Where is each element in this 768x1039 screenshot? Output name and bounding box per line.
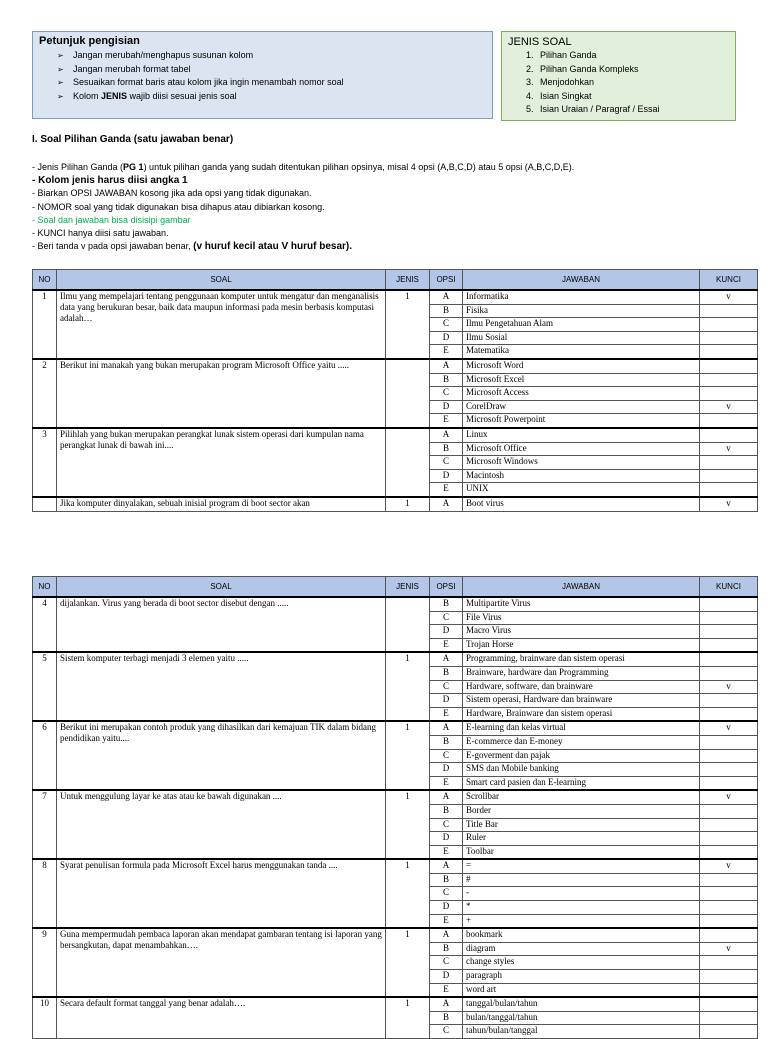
option-key <box>700 625 758 639</box>
option-answer: E-goverment dan pajak <box>463 749 700 763</box>
option-letter: B <box>430 666 463 680</box>
option-answer: Trojan Horse <box>463 638 700 652</box>
option-letter: D <box>430 832 463 846</box>
question-jenis: 1 <box>386 859 430 928</box>
question-jenis: 1 <box>386 497 430 511</box>
arrow-icon: ➢ <box>57 78 64 87</box>
option-key <box>700 318 758 332</box>
option-answer: tanggal/bulan/tahun <box>463 997 700 1011</box>
option-answer: tahun/bulan/tanggal <box>463 1025 700 1039</box>
option-answer: + <box>463 914 700 928</box>
option-letter: A <box>430 928 463 942</box>
option-letter: A <box>430 859 463 873</box>
question-row <box>33 428 758 442</box>
question-row <box>33 597 758 611</box>
option-answer: Microsoft Windows <box>463 456 700 470</box>
note-line: - Jenis Pilihan Ganda (PG 1) untuk pilihan ganda yang sudah ditentukan pilihan opsinya, misal 4 opsi (A,B,C,D) atau 5 opsi (A,B,C,D,E). <box>32 162 575 172</box>
jenis-soal-item: 3. Menjodohkan <box>526 77 595 87</box>
option-letter: A <box>430 790 463 804</box>
question-text: Syarat penulisan formula pada Microsoft Excel harus menggunakan tanda .... <box>57 859 386 928</box>
petunjuk-title: Petunjuk pengisian <box>39 35 140 47</box>
option-letter: D <box>430 970 463 984</box>
question-no: 9 <box>33 928 57 997</box>
header-jawaban: JAWABAN <box>463 270 700 291</box>
option-key <box>700 818 758 832</box>
option-key: v <box>700 290 758 304</box>
option-letter: A <box>430 997 463 1011</box>
option-letter: C <box>430 387 463 401</box>
option-letter: A <box>430 428 463 442</box>
option-letter: D <box>430 400 463 414</box>
option-letter: C <box>430 1025 463 1039</box>
header-kunci: KUNCI <box>700 270 758 291</box>
header-no: NO <box>33 270 57 291</box>
option-answer: Microsoft Excel <box>463 373 700 387</box>
jenis-soal-list <box>526 49 660 117</box>
option-answer: Hardware, Brainware dan sistem operasi <box>463 707 700 721</box>
question-jenis: 1 <box>386 290 430 359</box>
option-key <box>700 763 758 777</box>
option-letter: D <box>430 625 463 639</box>
option-key <box>700 983 758 997</box>
question-row <box>33 859 758 873</box>
jenis-soal-box <box>501 31 736 121</box>
option-letter: E <box>430 707 463 721</box>
option-letter: C <box>430 680 463 694</box>
arrow-icon: ➢ <box>57 51 64 60</box>
option-key <box>700 469 758 483</box>
option-letter: C <box>430 887 463 901</box>
question-text: Sistem komputer terbagi menjadi 3 elemen yaitu ..... <box>57 652 386 721</box>
option-key: v <box>700 442 758 456</box>
header-opsi: OPSI <box>430 577 463 598</box>
option-key <box>700 887 758 901</box>
option-answer: bulan/tanggal/tahun <box>463 1011 700 1025</box>
option-answer: SMS dan Mobile banking <box>463 763 700 777</box>
petunjuk-item: ➢ Sesuaikan format baris atau kolom jika ingin menambah nomor soal <box>57 76 344 90</box>
question-row <box>33 928 758 942</box>
header-jenis: JENIS <box>386 270 430 291</box>
table-header-row <box>33 577 758 598</box>
note-line: - NOMOR soal yang tidak digunakan bisa dihapus atau dibiarkan kosong. <box>32 201 325 212</box>
header-opsi: OPSI <box>430 270 463 291</box>
question-jenis <box>386 359 430 428</box>
option-answer: Ilmu Sosial <box>463 331 700 345</box>
jenis-soal-item: 1. Pilihan Ganda <box>526 50 597 60</box>
option-letter: E <box>430 776 463 790</box>
question-jenis: 1 <box>386 997 430 1038</box>
question-no: 4 <box>33 597 57 652</box>
question-row <box>33 359 758 373</box>
option-key <box>700 331 758 345</box>
option-answer: change styles <box>463 956 700 970</box>
option-key: v <box>700 721 758 735</box>
question-no: 2 <box>33 359 57 428</box>
option-answer: Ruler <box>463 832 700 846</box>
option-letter: B <box>430 735 463 749</box>
option-key <box>700 345 758 359</box>
option-key <box>700 749 758 763</box>
arrow-icon: ➢ <box>57 91 64 101</box>
option-letter: C <box>430 456 463 470</box>
option-letter: B <box>430 873 463 887</box>
question-jenis: 1 <box>386 928 430 997</box>
table-header-row <box>33 270 758 291</box>
question-row <box>33 997 758 1011</box>
option-answer: Sistem operasi, Hardware dan brainware <box>463 694 700 708</box>
option-key <box>700 1011 758 1025</box>
note-line: - Soal dan jawaban bisa disisipi gambar <box>32 214 191 225</box>
option-answer: Informatika <box>463 290 700 304</box>
option-letter: E <box>430 345 463 359</box>
option-key <box>700 652 758 666</box>
option-answer: Microsoft Word <box>463 359 700 373</box>
option-answer: Macro Virus <box>463 625 700 639</box>
question-jenis: 1 <box>386 790 430 859</box>
option-key: v <box>700 790 758 804</box>
option-answer: paragraph <box>463 970 700 984</box>
option-answer: * <box>463 901 700 915</box>
option-key <box>700 845 758 859</box>
option-key: v <box>700 400 758 414</box>
question-no: 10 <box>33 997 57 1038</box>
petunjuk-box <box>32 31 493 119</box>
option-key <box>700 694 758 708</box>
option-letter: D <box>430 901 463 915</box>
option-answer: diagram <box>463 942 700 956</box>
option-key <box>700 928 758 942</box>
question-text: Pilihlah yang bukan merupakan perangkat lunak sistem operasi dari kumpulan nama perangkat lunak di bawah ini.... <box>57 428 386 497</box>
question-text: Guna mempermudah pembaca laporan akan mendapat gambaran tentang isi laporan yang bersangkutan, dapat menambahkan…. <box>57 928 386 997</box>
option-answer: word art <box>463 983 700 997</box>
option-answer: - <box>463 887 700 901</box>
option-answer: Toolbar <box>463 845 700 859</box>
question-text: Ilmu yang mempelajari tentang penggunaan komputer untuk mengatur dan menganalisis data yang berukuran besar, baik data maupun informasi pada mesin berbasis komputasi adalah… <box>57 290 386 359</box>
option-key <box>700 373 758 387</box>
option-letter: E <box>430 914 463 928</box>
petunjuk-list <box>57 49 344 103</box>
question-text: Berikut ini manakah yang bukan merupakan program Microsoft Office yaitu ..... <box>57 359 386 428</box>
question-text: dijalankan. Virus yang berada di boot sector disebut dengan ..... <box>57 597 386 652</box>
option-answer: = <box>463 859 700 873</box>
option-key <box>700 638 758 652</box>
question-text: Untuk menggulung layar ke atas atau ke bawah digunakan .... <box>57 790 386 859</box>
header-jenis: JENIS <box>386 577 430 598</box>
question-table-1 <box>32 269 758 512</box>
option-key <box>700 387 758 401</box>
option-key <box>700 1025 758 1039</box>
question-row <box>33 790 758 804</box>
header-soal: SOAL <box>57 577 386 598</box>
instruction-notes <box>32 161 574 253</box>
arrow-icon: ➢ <box>57 64 64 74</box>
header-soal: SOAL <box>57 270 386 291</box>
question-text: Secara default format tanggal yang benar adalah…. <box>57 997 386 1038</box>
option-key <box>700 901 758 915</box>
option-answer: Hardware, software, dan brainware <box>463 680 700 694</box>
option-letter: C <box>430 956 463 970</box>
option-letter: E <box>430 983 463 997</box>
option-answer: File Virus <box>463 611 700 625</box>
petunjuk-item: ➢ Jangan merubah format tabel <box>57 63 344 77</box>
option-letter: D <box>430 469 463 483</box>
question-row <box>33 497 758 511</box>
question-jenis: 1 <box>386 652 430 721</box>
jenis-soal-item: 2. Pilihan Ganda Kompleks <box>526 63 639 74</box>
option-letter: D <box>430 331 463 345</box>
option-answer: Ilmu Pengetahuan Alam <box>463 318 700 332</box>
option-letter: B <box>430 1011 463 1025</box>
note-line: - Biarkan OPSI JAWABAN kosong jika ada opsi yang tidak digunakan. <box>32 188 312 199</box>
option-answer: Macintosh <box>463 469 700 483</box>
option-answer: Microsoft Office <box>463 442 700 456</box>
option-answer: Smart card pasien dan E-learning <box>463 776 700 790</box>
option-key <box>700 304 758 318</box>
option-letter: C <box>430 318 463 332</box>
option-letter: E <box>430 414 463 428</box>
question-text: Berikut ini merupakan contoh produk yang dihasilkan dari kemajuan TIK dalam bidang pendidikan yaitu.... <box>57 721 386 790</box>
option-letter: E <box>430 483 463 497</box>
option-answer: Microsoft Access <box>463 387 700 401</box>
option-key <box>700 970 758 984</box>
option-key <box>700 776 758 790</box>
option-answer: Matematika <box>463 345 700 359</box>
option-key: v <box>700 859 758 873</box>
option-key <box>700 359 758 373</box>
option-letter: C <box>430 611 463 625</box>
option-letter: D <box>430 763 463 777</box>
option-key <box>700 483 758 497</box>
option-key: v <box>700 497 758 511</box>
jenis-soal-item: 5. Isian Uraian / Paragraf / Essai <box>526 104 660 114</box>
option-key <box>700 873 758 887</box>
question-row <box>33 290 758 304</box>
option-answer: Scrollbar <box>463 790 700 804</box>
option-letter: B <box>430 442 463 456</box>
option-letter: A <box>430 359 463 373</box>
option-answer: Programming, brainware dan sistem operasi <box>463 652 700 666</box>
option-key <box>700 666 758 680</box>
option-letter: B <box>430 373 463 387</box>
question-table-2 <box>32 576 758 1039</box>
option-letter: E <box>430 845 463 859</box>
question-no: 6 <box>33 721 57 790</box>
option-answer: Microsoft Powerpoint <box>463 414 700 428</box>
option-key <box>700 997 758 1011</box>
option-answer: E-commerce dan E-money <box>463 735 700 749</box>
option-letter: B <box>430 942 463 956</box>
option-answer: Border <box>463 804 700 818</box>
option-key <box>700 804 758 818</box>
option-letter: A <box>430 721 463 735</box>
option-key <box>700 956 758 970</box>
option-key <box>700 414 758 428</box>
option-answer: E-learning dan kelas virtual <box>463 721 700 735</box>
option-answer: # <box>463 873 700 887</box>
option-letter: A <box>430 497 463 511</box>
option-key <box>700 707 758 721</box>
option-letter: D <box>430 694 463 708</box>
header-kunci: KUNCI <box>700 577 758 598</box>
option-letter: B <box>430 597 463 611</box>
option-answer: bookmark <box>463 928 700 942</box>
option-answer: UNIX <box>463 483 700 497</box>
jenis-soal-title: JENIS SOAL <box>508 36 572 48</box>
option-key <box>700 611 758 625</box>
question-no <box>33 497 57 511</box>
question-row <box>33 652 758 666</box>
question-text: Jika komputer dinyalakan, sebuah inisial program di boot sector akan <box>57 497 386 511</box>
option-answer: Title Bar <box>463 818 700 832</box>
question-jenis <box>386 428 430 497</box>
option-key: v <box>700 680 758 694</box>
question-jenis <box>386 597 430 652</box>
question-jenis: 1 <box>386 721 430 790</box>
section-title: I. Soal Pilihan Ganda (satu jawaban benar) <box>32 134 234 145</box>
option-key <box>700 428 758 442</box>
option-letter: A <box>430 290 463 304</box>
question-no: 8 <box>33 859 57 928</box>
question-no: 7 <box>33 790 57 859</box>
petunjuk-item: ➢ Kolom JENIS wajib diisi sesuai jenis soal <box>57 90 344 104</box>
note-line: - Beri tanda v pada opsi jawaban benar, (v huruf kecil atau V huruf besar). <box>32 241 353 253</box>
option-letter: C <box>430 749 463 763</box>
option-key <box>700 735 758 749</box>
header-no: NO <box>33 577 57 598</box>
option-key <box>700 832 758 846</box>
jenis-soal-item: 4. Isian Singkat <box>526 90 592 101</box>
option-letter: B <box>430 804 463 818</box>
option-key: v <box>700 942 758 956</box>
option-letter: C <box>430 818 463 832</box>
option-answer: CorelDraw <box>463 400 700 414</box>
option-answer: Boot virus <box>463 497 700 511</box>
option-answer: Linux <box>463 428 700 442</box>
option-key <box>700 456 758 470</box>
note-line: - Kolom jenis harus diisi angka 1 <box>32 175 188 187</box>
option-answer: Brainware, hardware dan Programming <box>463 666 700 680</box>
option-letter: E <box>430 638 463 652</box>
option-key <box>700 597 758 611</box>
option-letter: B <box>430 304 463 318</box>
question-no: 3 <box>33 428 57 497</box>
question-row <box>33 721 758 735</box>
option-answer: Multipartite Virus <box>463 597 700 611</box>
option-answer: Fisika <box>463 304 700 318</box>
question-no: 5 <box>33 652 57 721</box>
option-key <box>700 914 758 928</box>
header-jawaban: JAWABAN <box>463 577 700 598</box>
petunjuk-item: ➢ Jangan merubah/menghapus susunan kolom <box>57 49 344 63</box>
question-no: 1 <box>33 290 57 359</box>
note-line: - KUNCI hanya diisi satu jawaban. <box>32 228 169 239</box>
option-letter: A <box>430 652 463 666</box>
